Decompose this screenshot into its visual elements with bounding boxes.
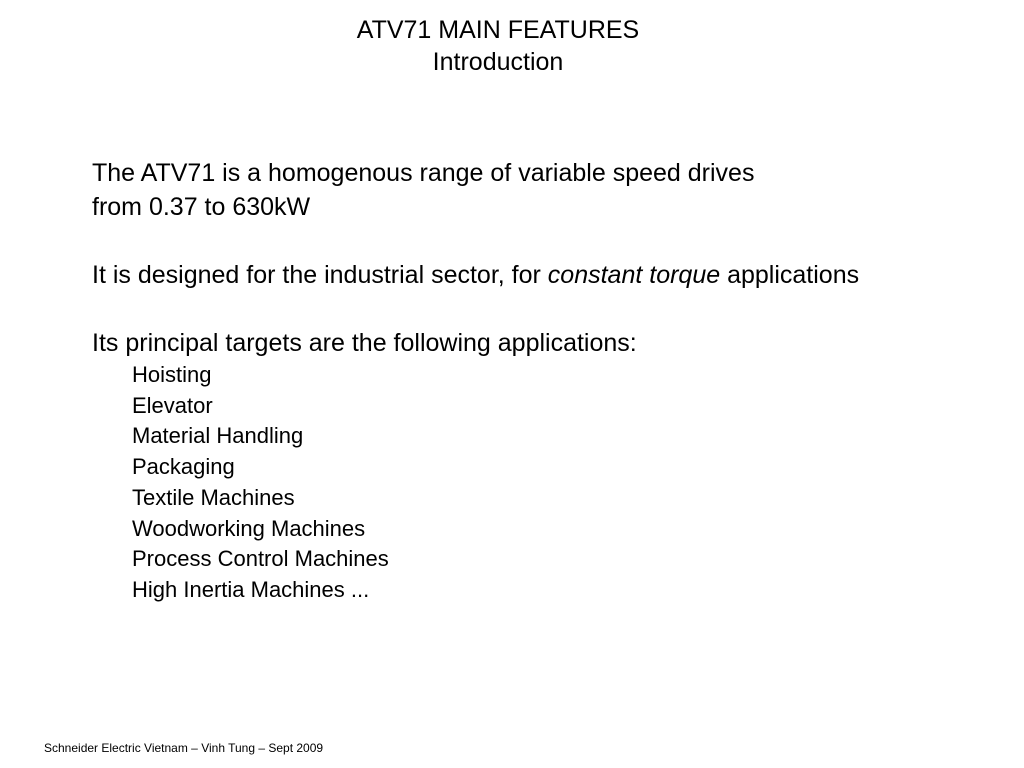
list-item: Textile Machines [132,484,295,510]
intro-line-1: The ATV71 is a homogenous range of variable speed drives [92,159,755,187]
applications-list [92,360,859,606]
list-item: Elevator [132,392,213,418]
slide-title: ATV71 MAIN FEATURES [356,16,640,44]
targets-heading: Its principal targets are the following applications: [92,329,637,357]
slide-subtitle: Introduction [432,48,564,76]
spacer [92,292,859,326]
list-item: High Inertia Machines ... [132,576,370,602]
slide-footer: Schneider Electric Vietnam – Vinh Tung – Sept 2009 [44,741,324,755]
list-item: Process Control Machines [132,546,389,572]
design-emphasis: constant torque [547,261,721,289]
list-item: Woodworking Machines [132,515,366,541]
list-item: Hoisting [132,362,212,387]
design-suffix: applications [720,261,860,289]
design-statement [92,258,859,292]
list-item: Packaging [132,454,235,480]
intro-line-2: from 0.37 to 630kW [92,193,311,221]
slide-body [92,156,859,606]
spacer [92,224,859,258]
slide-header [0,14,996,78]
design-prefix: It is designed for the industrial sector, for [92,261,548,289]
list-item: Material Handling [132,423,304,449]
